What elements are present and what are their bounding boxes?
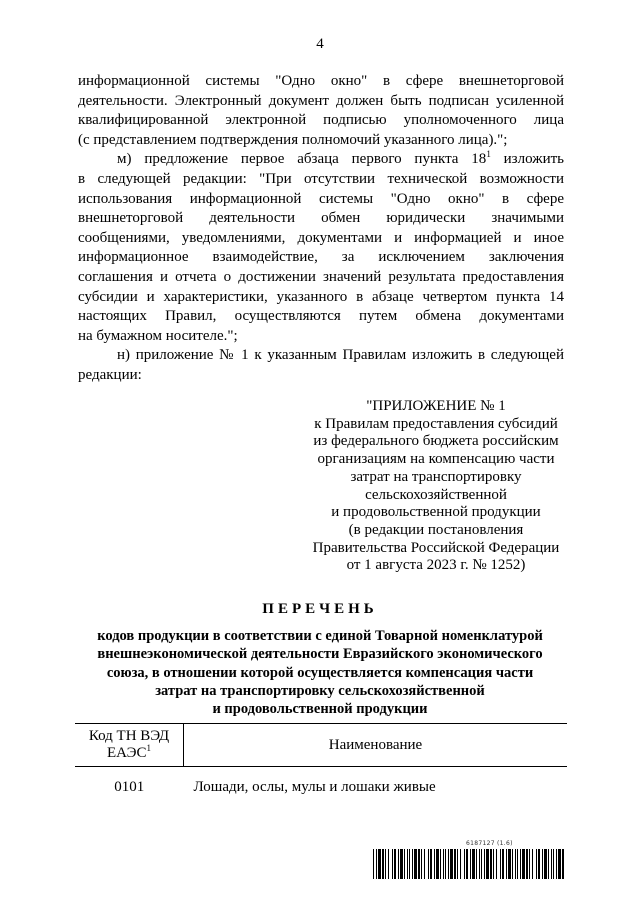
body-text (78, 72, 564, 386)
text-line: квалифицированной электронной подписью уполномоченного лица (78, 112, 564, 129)
subtitle-line: затрат на транспортировку сельскохозяйственной (155, 682, 485, 699)
appendix-line: затрат на транспортировку (350, 468, 522, 485)
text-line: информационной системы "Одно окно" в сфере внешнеторговой (78, 73, 564, 89)
text-line: настоящих Правил, осуществляются путем обмена документами (78, 308, 564, 325)
text-line (78, 150, 564, 170)
appendix-line: к Правилам предоставления субсидий (314, 415, 558, 432)
footnote-marker: 1 (146, 743, 152, 753)
appendix-line: сельскохозяйственной (365, 486, 507, 503)
page-number: 4 (316, 36, 324, 52)
footnote-marker: 1 (486, 149, 491, 160)
header-code-line: ЕАЭС (106, 745, 147, 761)
appendix-line: от 1 августа 2023 г. № 1252) (346, 557, 526, 574)
cell-name: Лошади, ослы, мулы и лошаки живые (193, 779, 436, 795)
text-line: информационное взаимодействие, за исключением заключения (78, 249, 564, 266)
document-title: ПЕРЕЧЕНЬ (262, 601, 378, 617)
appendix-heading (306, 398, 566, 575)
text-fragment: изложить (490, 151, 564, 168)
text-fragment: м) предложение первое абзаца первого пункта 18 (117, 151, 487, 168)
appendix-line: из федерального бюджета российским (313, 433, 559, 450)
text-line: редакции: (78, 366, 142, 383)
document-subtitle (60, 627, 580, 718)
text-line: использования информационной системы "Одно окно" в сфере (78, 190, 564, 207)
text-line: (с представлением подтверждения полномочий указанного лица)."; (78, 131, 508, 148)
header-name: Наименование (184, 724, 568, 767)
text-line: деятельности. Электронный документ должен быть подписан усиленной (78, 92, 564, 109)
text-line: н) приложение № 1 к указанным Правилам изложить в следующей (117, 347, 564, 364)
paragraph-n (78, 346, 564, 385)
text-line: сообщениями, уведомлениями, документами и информацией и иное (78, 229, 564, 246)
codes-table (75, 723, 567, 796)
table-header-row (75, 724, 567, 767)
table-row (75, 767, 567, 797)
text-line: соглашения и отчета о достижении значений результата предоставления (78, 268, 564, 285)
appendix-line: (в редакции постановления (348, 521, 524, 538)
header-code (75, 724, 184, 767)
appendix-line: организациям на компенсацию части (317, 451, 555, 468)
text-line: внешнеторговой деятельности обмен юридически значимыми (78, 210, 564, 227)
barcode-image (373, 849, 567, 879)
cell-code: 0101 (114, 779, 145, 795)
paragraph-continuation (78, 72, 564, 150)
header-code-line: Код ТН ВЭД (88, 728, 170, 744)
appendix-line: Правительства Российской Федерации (312, 539, 560, 556)
subtitle-line: внешнеэкономической деятельности Евразийского экономического (97, 646, 543, 663)
text-line: в следующей редакции: "При отсутствии технической возможности (78, 170, 564, 187)
text-line: субсидии и характеристики, указанного в абзаце четвертом пункта 14 (78, 288, 564, 305)
document-id: 6187127 (1.6) (466, 840, 513, 847)
paragraph-m (78, 150, 564, 346)
subtitle-line: кодов продукции в соответствии с единой Товарной номенклатурой (97, 628, 543, 644)
text-line: на бумажном носителе."; (78, 327, 238, 344)
subtitle-line: и продовольственной продукции (212, 701, 428, 718)
appendix-line: и продовольственной продукции (331, 504, 541, 521)
appendix-line: "ПРИЛОЖЕНИЕ № 1 (366, 398, 506, 414)
subtitle-line: союза, в отношении которой осуществляется компенсация части (106, 664, 534, 681)
